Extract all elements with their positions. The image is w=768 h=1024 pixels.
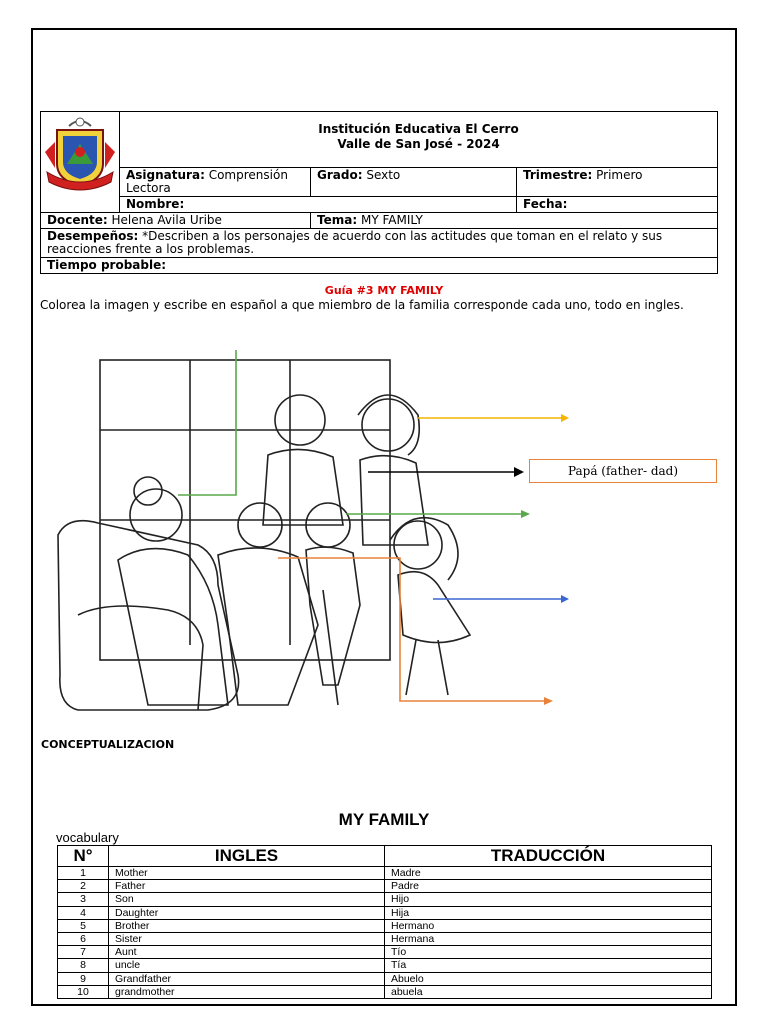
institution-location: Valle de San José - 2024 — [337, 137, 500, 151]
institution-name: Institución Educativa El Cerro — [318, 122, 519, 136]
header-table — [40, 111, 718, 274]
subject-cell: Asignatura: Comprensión Lectora — [120, 168, 311, 197]
table-row: 4 Daughter Hija — [58, 906, 712, 919]
grade-cell: Grado: Sexto — [311, 168, 517, 197]
header-english: INGLES — [109, 846, 385, 867]
grandpa-cane — [323, 590, 338, 705]
mother-body — [360, 456, 428, 545]
table-row: 8 uncle Tía — [58, 959, 712, 972]
table-row: 10 grandmother abuela — [58, 985, 712, 998]
mother-head — [362, 399, 414, 451]
daughter-dress — [398, 572, 470, 643]
performance-cell: Desempeños: *Describen a los personajes de acuerdo con las actitudes que toman en el relato y sus reacciones frente a los problemas. — [41, 229, 718, 258]
grandma-head — [130, 489, 182, 541]
table-row: 3 Son Hijo — [58, 893, 712, 906]
school-crest-icon — [41, 112, 119, 196]
yellow-arrowhead — [561, 414, 569, 422]
black-arrowhead — [514, 467, 524, 477]
armchair-arm — [78, 606, 203, 710]
name-cell[interactable]: Nombre: — [120, 197, 517, 213]
father-head — [275, 395, 325, 445]
family-title: MY FAMILY — [338, 810, 430, 829]
header-translation: TRADUCCIÓN — [385, 846, 712, 867]
guide-instruction: Colorea la imagen y escribe en español a que miembro de la familia corresponde cada uno, todo en ingles. — [40, 298, 684, 312]
table-row: 6 Sister Hermana — [58, 932, 712, 945]
institution-cell — [120, 112, 718, 168]
green-connector-grandma — [178, 350, 236, 495]
date-cell[interactable]: Fecha: — [517, 197, 718, 213]
daughter-leg — [406, 640, 416, 695]
daughter-leg — [438, 640, 448, 695]
header-number: N° — [58, 846, 109, 867]
vocabulary-table — [57, 845, 712, 999]
table-row: 5 Brother Hermano — [58, 919, 712, 932]
term-cell: Trimestre: Primero — [517, 168, 718, 197]
table-row: 2 Father Padre — [58, 880, 712, 893]
grandpa-body — [218, 548, 318, 705]
orange-arrowhead — [544, 697, 553, 705]
topic-cell: Tema: MY FAMILY — [311, 213, 718, 229]
table-row: 1 Mother Madre — [58, 867, 712, 880]
green-arrowhead — [521, 510, 530, 518]
teacher-cell: Docente: Helena Avila Uribe — [41, 213, 311, 229]
time-cell: Tiempo probable: — [41, 258, 718, 274]
mother-hair — [358, 395, 419, 455]
vocabulary-label: vocabulary — [56, 830, 119, 845]
papa-label-box: Papá (father- dad) — [529, 459, 717, 483]
concept-heading: CONCEPTUALIZACION — [41, 738, 175, 751]
family-illustration — [38, 345, 738, 765]
orange-connector — [278, 558, 546, 701]
grandma-body — [118, 549, 228, 705]
table-row: 7 Aunt Tío — [58, 946, 712, 959]
school-logo-cell — [41, 112, 120, 213]
father-body — [263, 449, 343, 525]
guide-title: Guía #3 MY FAMILY — [324, 284, 444, 297]
blue-arrowhead — [561, 595, 569, 603]
table-row: 9 Grandfather Abuelo — [58, 972, 712, 985]
